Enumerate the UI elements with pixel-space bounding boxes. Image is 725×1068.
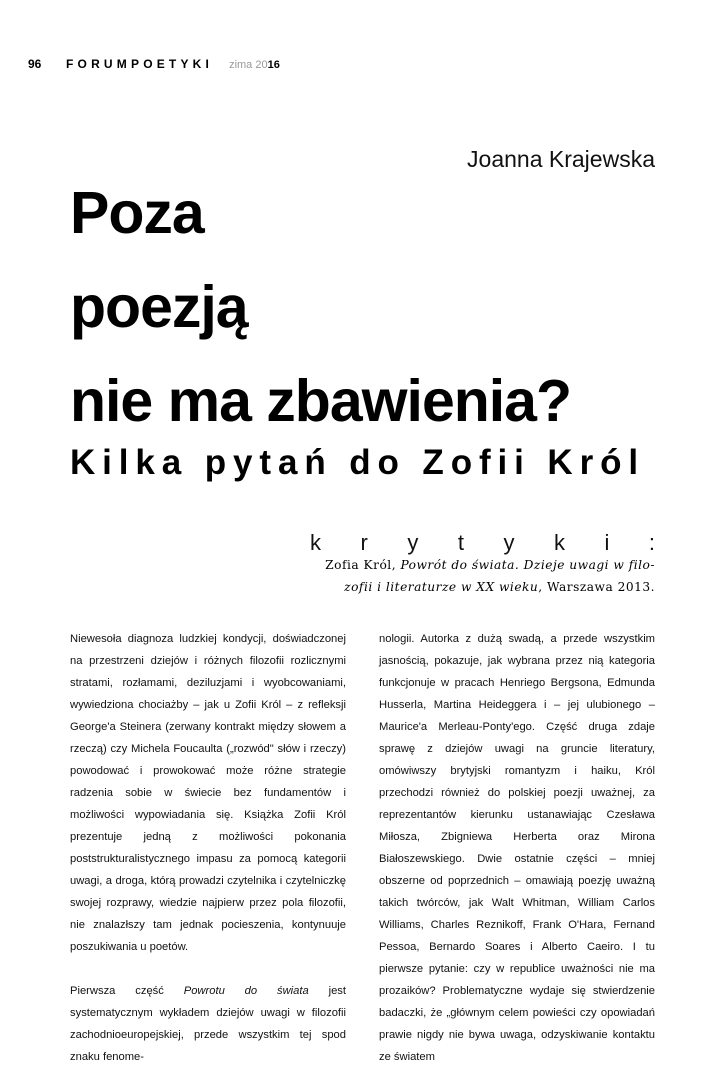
running-header [28,57,655,73]
issue-year-suffix: 16 [267,59,280,71]
article-subtitle: Kilka pytań do Zofii Król [70,443,646,482]
book-title-italic: Powrotu do świata [183,985,309,997]
critics-letter: k [310,530,321,555]
article-title [70,166,571,448]
critics-letter: y [503,530,515,555]
issue-year-prefix: 20 [255,59,268,71]
reference-author: Zofia Król, [325,558,397,572]
title-line: Poza [70,180,204,246]
critics-letter: : [648,530,655,555]
paragraph-text: Pierwsza część [70,985,184,997]
issue-year [252,59,280,71]
paragraph [70,980,346,1068]
critics-label [310,530,655,556]
reference-title-part1: Powrót do świata. Dzieje uwagi w filo- [400,558,655,572]
reference-place: , Warszawa 2013. [538,580,655,594]
paragraph: Niewesoła diagnoza ludzkiej kondycji, doświadczonej na przestrzeni dziejów i różnych filozofii rozlicznymi stratami, rozłamami, deziluzjami i wyobcowaniami, wywiedziona chociażby – jak u Zofii Król – z refleksji George'a Steinera (zerwany kontrakt między słowem a rzeczą) czy Michela Foucaulta („rozwód" słów i rzeczy) powodować i prowokować może różne strategie radzenia sobie w świecie bez fundamentów i możliwości wypowiadania się. Książka Zofii Król prezentuje jedną z możliwości pokonania poststrukturalistycznego impasu za pomocą kategorii uwagi, a droga, którą prowadzi czytelnika i czytelniczkę swojej rozprawy, wiedzie najpierw przez pola filozofii, nie znalazłszy tam jednak pocieszenia, kontynuuje poszukiwania u poetów. [70,633,346,953]
issue-season: zima [229,59,253,71]
page-number: 96 [28,57,42,71]
title-line: nie ma zbawienia? [70,368,572,434]
reference-title-part2: zofii i literaturze w XX wieku [344,580,539,594]
critics-letter: k [553,530,565,555]
article-author: Joanna Krajewska [467,146,655,172]
body-column-right [379,628,655,1068]
paragraph: nologii. Autorka z dużą swadą, a przede wszystkim jasnością, pokazuje, jak wybrana przez nią kategoria funkcjonuje w pracach Henriego Bergsona, Edmunda Husserla, Martina Heideggera i – jej ulubionego – Maurice'a Merleau-Ponty'ego. Część druga zdaje sprawę z dziejów uwagi na gruncie literatury, omówiwszy brytyjski romantyzm i haiku, Król przechodzi również do polskiej poezji uważnej, za reprezentantów kierunku ustanawiając Czesława Miłosza, Zbigniewa Herberta oraz Mirona Białoszewskiego. Dwie ostatnie części – mniej obszerne od poprzednich – omawiają poezję uważną takich twórców, jak Walt Whitman, William Carlos Williams, Charles Reznikoff, Frank O'Hara, Fernand Pessoa, Bernardo Soares i Alberto Caeiro. I tu pierwsze pytanie: czy w republice uważności nie ma prozaików? Problematyczne wydaje się stwierdzenie badaczki, że „głównym celem powieści czy opowiadań prawie nigdy nie bywa uwaga, odzyskiwanie kontaktu ze światem [379,633,655,1063]
critics-letter: i [604,530,610,555]
journal-name: FORUMPOETYKI [66,57,214,71]
critics-letter: y [407,530,419,555]
critics-letter: t [457,530,464,555]
title-line: poezją [70,274,248,340]
critics-letter: r [360,530,368,555]
body-column-left [70,628,346,1068]
paragraph-text: jest systematycznym wykładem dziejów uwagi w filozofii zachodnioeuropejskiej, przede wszystkim tej spod znaku fenome- [70,985,346,1063]
book-reference [300,554,655,598]
